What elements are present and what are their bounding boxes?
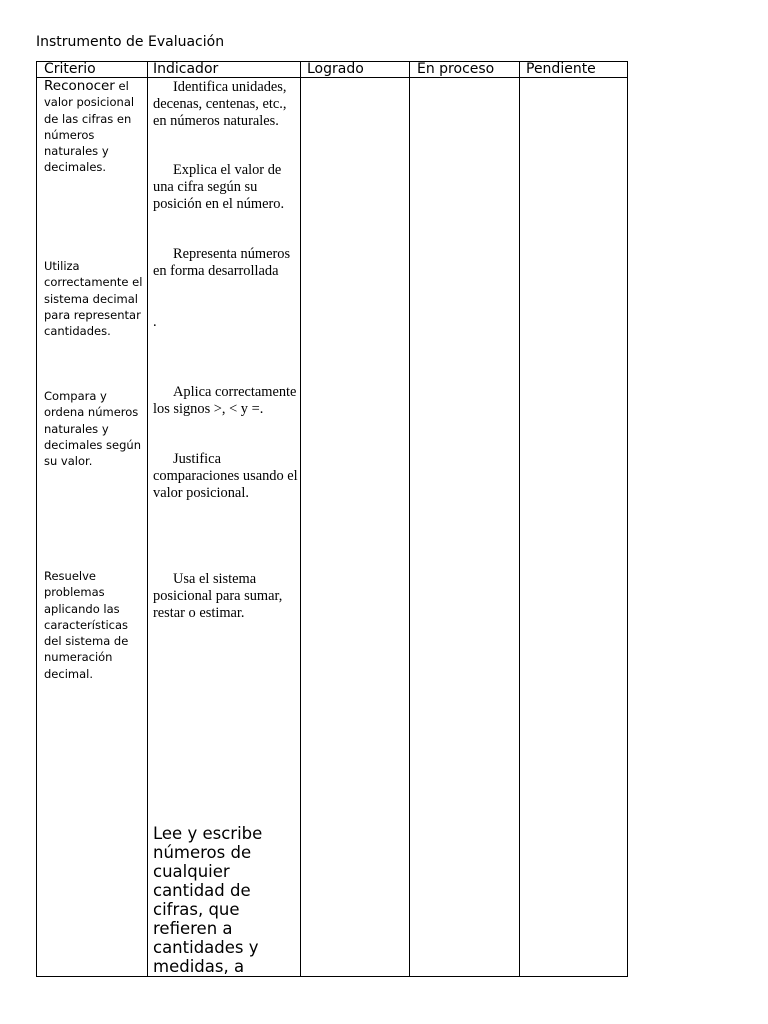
criterion-1	[44, 78, 144, 176]
column-divider	[300, 62, 301, 976]
column-divider	[409, 62, 410, 976]
criterion-4: Resuelve problemas aplicando las características del sistema de numeración decimal.	[44, 569, 129, 681]
header-criterio: Criterio	[44, 61, 96, 77]
indicator-3: Representa números en forma desarrollada	[153, 246, 291, 279]
criterion-3: Compara y ordena números naturales y decimales según su valor.	[44, 389, 142, 469]
criterion-1-text: el valor posicional de las cifras en números naturales y decimales.	[44, 79, 135, 175]
indicator-2: Explica el valor de una cifra según su posición en el número.	[153, 162, 285, 212]
indicator-dot: .	[153, 314, 157, 330]
document-title: Instrumento de Evaluación	[36, 34, 225, 50]
header-indicador: Indicador	[153, 61, 219, 77]
indicator-5: Justifica comparaciones usando el valor posicional.	[153, 451, 298, 501]
header-en-proceso: En proceso	[417, 61, 495, 77]
header-pendiente: Pendiente	[526, 61, 596, 77]
column-divider	[519, 62, 520, 976]
column-divider	[147, 62, 148, 976]
criterion-1-first-word: Reconocer	[44, 78, 115, 94]
indicator-6: Usa el sistema posicional para sumar, restar o estimar.	[153, 571, 283, 621]
indicator-final: Lee y escribe números de cualquier cantidad de cifras, que refieren a cantidades y medidas, a	[153, 824, 263, 976]
criterion-2: Utiliza correctamente el sistema decimal para representar cantidades.	[44, 259, 143, 339]
indicator-4: Aplica correctamente los signos >, < y =.	[153, 384, 297, 417]
evaluation-table	[36, 61, 628, 977]
indicator-1: Identifica unidades, decenas, centenas, etc., en números naturales.	[153, 79, 287, 129]
header-logrado: Logrado	[307, 61, 364, 77]
